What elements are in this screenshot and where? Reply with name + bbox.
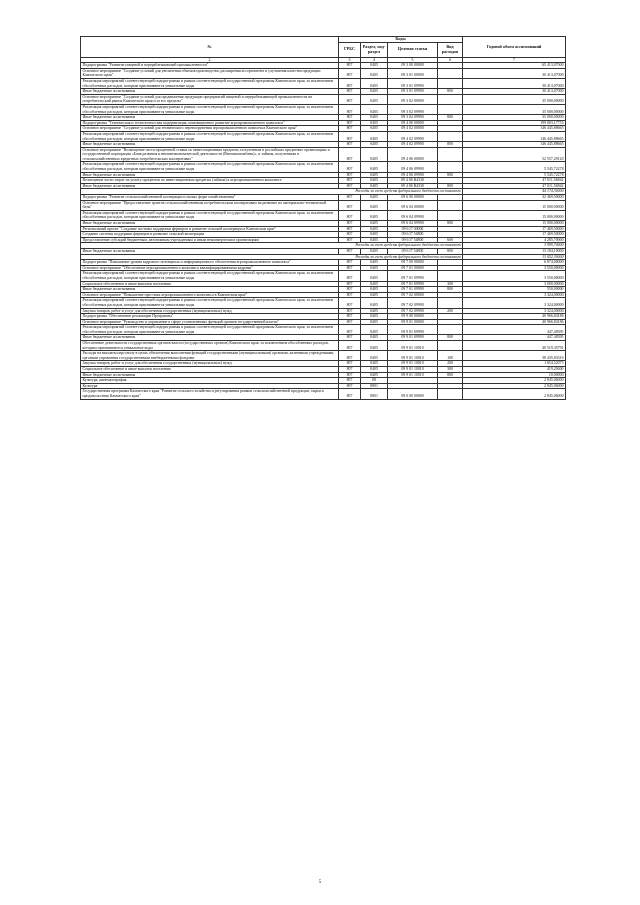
row-grbs: 807 xyxy=(339,248,361,254)
row-name: Иные бюджетные ассигнования xyxy=(81,183,339,189)
row-section: 0405 xyxy=(361,260,388,266)
row-name: Культура, кинематография xyxy=(81,378,339,384)
row-name: Государственная программа Камчатского края "Развитие сельского хозяйства и регулирования рынков сельскохозяйственной продукции, сырья и продовольствия Камчатского края" xyxy=(81,389,339,399)
row-name: Закупка товаров, работ и услуг для обеспечения государственных (муниципальных) нужд xyxy=(81,361,339,367)
row-section: 0405 xyxy=(361,271,388,281)
row-section: 0405 xyxy=(361,68,388,78)
row-name: Реализация мероприятий соответствующей подпрограммы в рамках соответствующей государственной программы Камчатского края, за исключением обособленных расходов, которым присваиваются уникальные коды xyxy=(81,298,339,308)
row-name: Культура xyxy=(81,383,339,389)
row-section: 0405 xyxy=(361,183,388,189)
row-name: Основное мероприятие "Создание условий для продвижения продукции предприятий пищевой и перерабатывающей промышленности на потребительский рынок Камчатского края и за его пределы" xyxy=(81,94,339,104)
row-exptype: 800 xyxy=(438,372,463,378)
row-amount: 2 845,06000 xyxy=(463,378,566,384)
row-target: 09 6 04 09990 xyxy=(388,221,438,227)
colnum: 6 xyxy=(438,57,463,63)
row-target: 09 3 01 09990 xyxy=(388,89,438,95)
row-name: Иные бюджетные ассигнования xyxy=(81,89,339,95)
row-amount: 3 000,00000 xyxy=(463,281,566,287)
row-exptype xyxy=(438,68,463,78)
row-target: 09 9 01 10010 xyxy=(388,351,438,361)
header-codes: Коды xyxy=(339,37,463,43)
row-amount: 15 000,00000 xyxy=(463,200,566,210)
page-number: 5 xyxy=(318,880,322,885)
row-grbs: 807 xyxy=(339,308,361,314)
table-row xyxy=(81,341,566,351)
table-row xyxy=(81,104,566,114)
row-grbs: 807 xyxy=(339,210,361,220)
row-grbs: 807 xyxy=(339,94,361,104)
row-grbs: 807 xyxy=(339,115,361,121)
row-amount: 5 545,72278 xyxy=(463,162,566,172)
row-exptype xyxy=(438,271,463,281)
row-amount: 17 469,50000 xyxy=(463,226,566,232)
row-name: Социальное обеспечение и иные выплаты населению xyxy=(81,281,339,287)
row-amount: 65 413,07000 xyxy=(463,63,566,69)
row-amount: 47 011,56842 xyxy=(463,178,566,184)
row-target: 09 7 01 09990 xyxy=(388,281,438,287)
table-row xyxy=(81,78,566,88)
row-grbs: 807 xyxy=(339,341,361,351)
row-section: 0405 xyxy=(361,89,388,95)
row-target: 09 9 01 09990 xyxy=(388,335,438,341)
row-target: 09 7 01 09990 xyxy=(388,271,438,281)
row-section: 0405 xyxy=(361,265,388,271)
row-name: Основное мероприятие "Предоставление грантов сельскохозяйственным потребительским кооперативам на развитие их материально-технической базы" xyxy=(81,200,339,210)
row-exptype xyxy=(438,298,463,308)
row-exptype xyxy=(438,94,463,104)
row-amount: 2 845,06000 xyxy=(463,389,566,399)
row-grbs: 807 xyxy=(339,63,361,69)
header-grbs: ГРБС xyxy=(339,42,361,57)
row-amount: 3 324,00000 xyxy=(463,308,566,314)
row-grbs: 807 xyxy=(339,319,361,325)
row-target: 09 6 I7 54800 xyxy=(388,248,438,254)
colnum: 5 xyxy=(388,57,438,63)
row-target: 09 0 00 00000 xyxy=(388,389,438,399)
row-target: 09 6 04 09990 xyxy=(388,210,438,220)
row-section: 0405 xyxy=(361,120,388,126)
row-section: 0405 xyxy=(361,325,388,335)
row-grbs: 807 xyxy=(339,361,361,367)
row-target: 09 6 04 00000 xyxy=(388,200,438,210)
row-amount: 199 003,17753 xyxy=(463,120,566,126)
row-target: 09 7 01 09990 xyxy=(388,287,438,293)
row-name: Закупка товаров, работ и услуг для обеспечения государственных (муниципальных) нужд xyxy=(81,308,339,314)
row-section: 0405 xyxy=(361,226,388,232)
row-section: 0405 xyxy=(361,195,388,201)
row-grbs: 807 xyxy=(339,162,361,172)
table-row xyxy=(81,68,566,78)
row-section: 0405 xyxy=(361,237,388,243)
row-grbs: 807 xyxy=(339,142,361,148)
row-target: 09 4 02 09990 xyxy=(388,131,438,141)
row-section: 0405 xyxy=(361,341,388,351)
row-amount: 2 845,06000 xyxy=(463,383,566,389)
row-target: 09 9 01 10010 xyxy=(388,341,438,351)
row-section: 0405 xyxy=(361,142,388,148)
row-exptype: 800 xyxy=(438,335,463,341)
row-amount: 6 874,00000 xyxy=(463,260,566,266)
row-name: Подпрограмма "Техническая и технологическая модернизация, инновационное развитие агропромышленного комплекса" xyxy=(81,120,339,126)
table-row xyxy=(81,210,566,220)
row-name: Подпрограмма "Развитие пищевой и перерабатывающей промышленности" xyxy=(81,63,339,69)
header-section: Раздел, под-раздел xyxy=(361,42,388,57)
row-grbs: 807 xyxy=(339,351,361,361)
row-name: Подпрограмма "Развитие сельскохозяйственной кооперации и малых форм хозяйствования" xyxy=(81,195,339,201)
row-name: Подпрограмма "Обеспечение реализации Программы" xyxy=(81,314,339,320)
table-row xyxy=(81,200,566,210)
row-target: 09 7 01 00000 xyxy=(388,265,438,271)
row-grbs: 807 xyxy=(339,292,361,298)
row-amount: 3 324,00000 xyxy=(463,298,566,308)
row-section: 0405 xyxy=(361,287,388,293)
row-section: 0405 xyxy=(361,248,388,254)
row-name: Основное мероприятие "Создание условий для технического перевооружения агропромышленного комплекса Камчатского края" xyxy=(81,126,339,132)
budget-table xyxy=(80,36,566,400)
row-exptype: 800 xyxy=(438,287,463,293)
table-row xyxy=(81,131,566,141)
table-row xyxy=(81,325,566,335)
row-grbs: 807 xyxy=(339,172,361,178)
row-amount: 35 000,00000 xyxy=(463,94,566,104)
row-amount: 4 285,70000 xyxy=(463,237,566,243)
row-name: Расходы на выплаты персоналу в целях обеспечения выполнения функций государственными (муниципальными) органами, казенными учреждениями, органами управления государственными внебюджетными фондами xyxy=(81,351,339,361)
row-grbs: 807 xyxy=(339,226,361,232)
row-grbs: 807 xyxy=(339,68,361,78)
row-target: 09 3 00 00000 xyxy=(388,63,438,69)
row-target: 09 3 01 09990 xyxy=(388,78,438,88)
table-row xyxy=(81,271,566,281)
row-amount: 30 413,07000 xyxy=(463,68,566,78)
table-row xyxy=(81,298,566,308)
row-target: 09 9 01 10010 xyxy=(388,367,438,373)
row-name: Региональный проект "Создание системы поддержки фермеров и развитие сельской кооперации в Камчатском крае" xyxy=(81,226,339,232)
row-grbs: 807 xyxy=(339,126,361,132)
row-grbs: 807 xyxy=(339,367,361,373)
row-exptype: 800 xyxy=(438,221,463,227)
row-amount: 30 413,07000 xyxy=(463,78,566,88)
row-section: 0405 xyxy=(361,221,388,227)
row-exptype: 800 xyxy=(438,115,463,121)
row-section: 0405 xyxy=(361,178,388,184)
row-section: 0405 xyxy=(361,308,388,314)
header-num: № xyxy=(81,37,339,58)
row-amount: 13 184,10000 xyxy=(463,248,566,254)
row-name: Иные бюджетные ассигнования xyxy=(81,172,339,178)
table-header-row xyxy=(81,37,566,43)
row-target: 09 4 00 00000 xyxy=(388,120,438,126)
row-target: 09 6 00 00000 xyxy=(388,195,438,201)
row-amount: 15 000,00000 xyxy=(463,221,566,227)
row-grbs: 807 xyxy=(339,195,361,201)
row-grbs: 807 xyxy=(339,335,361,341)
row-amount: 17 469,50000 xyxy=(463,232,566,238)
row-amount: 1 654,52075 xyxy=(463,361,566,367)
colnum: 4 xyxy=(361,57,388,63)
row-target: 09 4 02 09990 xyxy=(388,142,438,148)
row-grbs: 807 xyxy=(339,147,361,162)
row-amount: 447,48395 xyxy=(463,325,566,335)
table-body xyxy=(81,63,566,399)
row-grbs: 807 xyxy=(339,383,361,389)
footnote-amount: 3 999,70000 xyxy=(463,243,566,249)
row-section: 0801 xyxy=(361,383,388,389)
row-exptype xyxy=(438,104,463,114)
row-amount: 5 545,72278 xyxy=(463,172,566,178)
row-target: 09 3 02 09990 xyxy=(388,104,438,114)
row-target: 09 9 01 10010 xyxy=(388,361,438,367)
row-exptype xyxy=(438,131,463,141)
row-section: 0405 xyxy=(361,367,388,373)
row-name: Основное мероприятие "Создание условий для увеличения объемов производства, расширения ассортимента и улучшения качества продукции Камчатского края" xyxy=(81,68,339,78)
row-target: 09 4 06 09990 xyxy=(388,172,438,178)
row-grbs: 807 xyxy=(339,372,361,378)
row-name: Социальное обеспечение и иные выплаты населению xyxy=(81,367,339,373)
row-section: 0405 xyxy=(361,298,388,308)
row-name: Реализация мероприятий соответствующей подпрограммы в рамках соответствующей государственной программы Камчатского края, за исключением обособленных расходов, которым присваиваются уникальные коды xyxy=(81,210,339,220)
row-section: 0405 xyxy=(361,372,388,378)
row-exptype: 600 xyxy=(438,237,463,243)
row-name: Иные бюджетные ассигнования xyxy=(81,115,339,121)
footnote-amount: 44 174,30000 xyxy=(463,189,566,195)
row-amount: 146 445,88665 xyxy=(463,142,566,148)
row-section: 0405 xyxy=(361,147,388,162)
row-grbs: 807 xyxy=(339,260,361,266)
row-amount: 30 413,07000 xyxy=(463,89,566,95)
row-exptype: 800 xyxy=(438,248,463,254)
row-amount: 3 550,00000 xyxy=(463,271,566,281)
row-name: Основное мероприятие "Возмещение части процентной ставки по инвестиционным кредитам, полученным в российских кредитных организациях и государственной корпорации «Банк развития и внешнеэкономической деятельности (Внешэкономбанк)», и займам, полученным в сельскохозяйственных кредитных потребительских кооперативах" xyxy=(81,147,339,162)
row-section: 0405 xyxy=(361,162,388,172)
row-exptype: 800 xyxy=(438,89,463,95)
row-name: Обеспечение деятельности государственных органов власти (государственных органов) Камчатского края, за исключением обособленных расходов, которым присваиваются уникальные коды xyxy=(81,341,339,351)
row-grbs: 807 xyxy=(339,221,361,227)
row-section: 0405 xyxy=(361,131,388,141)
row-grbs: 807 xyxy=(339,232,361,238)
row-section: 0405 xyxy=(361,232,388,238)
row-grbs: 807 xyxy=(339,287,361,293)
row-name: Реализация мероприятий соответствующей подпрограммы в рамках соответствующей государственной программы Камчатского края, за исключением обособленных расходов, которым присваиваются уникальные коды xyxy=(81,104,339,114)
row-grbs: 807 xyxy=(339,78,361,88)
row-exptype xyxy=(438,147,463,162)
row-target: 09 6 I7 54800 xyxy=(388,232,438,238)
row-section: 0405 xyxy=(361,126,388,132)
row-name: Иные бюджетные ассигнования xyxy=(81,287,339,293)
row-grbs: 807 xyxy=(339,104,361,114)
row-grbs: 807 xyxy=(339,200,361,210)
row-target: 09 9 01 10010 xyxy=(388,372,438,378)
row-name: Подпрограмма "Повышение уровня кадрового потенциала и информационного обеспечения агропромышленного комплекса" xyxy=(81,260,339,266)
row-grbs: 807 xyxy=(339,389,361,399)
row-exptype: 300 xyxy=(438,281,463,287)
row-section: 0405 xyxy=(361,351,388,361)
row-name: Основное мероприятие "Повышение престижа агропромышленного комплекса в Камчатском крае" xyxy=(81,292,339,298)
row-amount: 40 519,35791 xyxy=(463,341,566,351)
row-exptype: 200 xyxy=(438,361,463,367)
row-exptype: 800 xyxy=(438,142,463,148)
row-exptype xyxy=(438,162,463,172)
row-name: Реализация мероприятий соответствующей подпрограммы в рамках соответствующей государственной программы Камчатского края, за исключением обособленных расходов, которым присваиваются уникальные коды xyxy=(81,78,339,88)
row-exptype xyxy=(438,210,463,220)
row-name: Иные бюджетные ассигнования xyxy=(81,221,339,227)
row-amount: 47 011,56842 xyxy=(463,183,566,189)
row-exptype: 200 xyxy=(438,308,463,314)
colnum: 2 xyxy=(81,57,339,63)
row-section: 0405 xyxy=(361,281,388,287)
row-grbs: 807 xyxy=(339,325,361,335)
row-target: 09 9 01 09990 xyxy=(388,325,438,335)
row-grbs: 807 xyxy=(339,298,361,308)
row-grbs: 807 xyxy=(339,281,361,287)
row-exptype xyxy=(438,200,463,210)
row-grbs: 807 xyxy=(339,271,361,281)
row-target: 09 7 02 00000 xyxy=(388,292,438,298)
row-target: 09 3 02 09990 xyxy=(388,115,438,121)
row-target: 09 4 02 00000 xyxy=(388,126,438,132)
row-grbs: 807 xyxy=(339,120,361,126)
row-grbs: 807 xyxy=(339,314,361,320)
row-amount: 550,00000 xyxy=(463,287,566,293)
row-grbs: 807 xyxy=(339,378,361,384)
footnote-text: Расходы за счет средств федерального бюджета составляют xyxy=(81,189,463,195)
row-target: 09 3 02 00000 xyxy=(388,94,438,104)
row-section: 0405 xyxy=(361,319,388,325)
row-target: 09 4 06 00000 xyxy=(388,147,438,162)
row-section: 0405 xyxy=(361,172,388,178)
row-section: 0405 xyxy=(361,200,388,210)
row-target: 09 6 I7 00000 xyxy=(388,226,438,232)
row-name: Иные бюджетные ассигнования xyxy=(81,335,339,341)
row-name: Реализация мероприятий соответствующей подпрограммы в рамках соответствующей государственной программы Камчатского края, за исключением обособленных расходов, которым присваиваются уникальные коды xyxy=(81,162,339,172)
row-section: 0405 xyxy=(361,292,388,298)
table-row xyxy=(81,351,566,361)
row-section: 0801 xyxy=(361,389,388,399)
colnum: 7 xyxy=(463,57,566,63)
row-section: 0405 xyxy=(361,94,388,104)
row-exptype xyxy=(438,78,463,88)
table-row xyxy=(81,389,566,399)
row-name: Предоставление субсидий бюджетным, автономным учреждениям и иным некоммерческим организациям xyxy=(81,237,339,243)
row-name: Основное мероприятие "Обеспечение агропромышленного комплекса квалифицированными кадрами" xyxy=(81,265,339,271)
row-amount: 10,00000 xyxy=(463,372,566,378)
row-exptype xyxy=(438,325,463,335)
row-amount: 447,48395 xyxy=(463,335,566,341)
row-grbs: 807 xyxy=(339,131,361,141)
row-amount: 40 966,84186 xyxy=(463,319,566,325)
row-name: Возмещение части затрат на уплату процентов по инвестиционным кредитам (займам) в агропромышленном комплексе xyxy=(81,178,339,184)
row-section: 0405 xyxy=(361,78,388,88)
row-exptype xyxy=(438,389,463,399)
footnote-amount: 13 052,30000 xyxy=(463,254,566,260)
row-exptype: 100 xyxy=(438,351,463,361)
row-exptype: 800 xyxy=(438,183,463,189)
row-target: 09 7 02 09990 xyxy=(388,298,438,308)
row-target: 09 9 00 00000 xyxy=(388,314,438,320)
row-target: 09 4 06 R4330 xyxy=(388,178,438,184)
row-amount: 32 469,50000 xyxy=(463,195,566,201)
row-grbs: 807 xyxy=(339,183,361,189)
row-grbs: 807 xyxy=(339,237,361,243)
header-exptype: Вид расходов xyxy=(438,42,463,57)
row-name: Реализация мероприятий соответствующей подпрограммы в рамках соответствующей государственной программы Камчатского края, за исключением обособленных расходов, которым присваиваются уникальные коды xyxy=(81,271,339,281)
row-amount: 15 000,00000 xyxy=(463,210,566,220)
row-section: 0405 xyxy=(361,210,388,220)
row-grbs: 807 xyxy=(339,89,361,95)
row-name: Иные бюджетные ассигнования xyxy=(81,372,339,378)
row-name: Иные бюджетные ассигнования xyxy=(81,142,339,148)
row-name: Реализация мероприятий соответствующей подпрограммы в рамках соответствующей государственной программы Камчатского края, за исключением обособленных расходов, которым присваиваются уникальные коды xyxy=(81,131,339,141)
row-section: 0405 xyxy=(361,361,388,367)
row-target: 09 6 I7 54800 xyxy=(388,237,438,243)
row-exptype: 300 xyxy=(438,367,463,373)
row-amount: 3 550,00000 xyxy=(463,265,566,271)
row-amount: 419,29400 xyxy=(463,367,566,373)
row-name: Иные бюджетные ассигнования xyxy=(81,248,339,254)
row-amount: 146 445,88665 xyxy=(463,126,566,132)
row-target: 09 4 06 R4330 xyxy=(388,183,438,189)
row-target: 09 9 01 00000 xyxy=(388,319,438,325)
row-section: 0405 xyxy=(361,115,388,121)
row-amount: 35 000,00000 xyxy=(463,104,566,114)
row-amount: 3 324,00000 xyxy=(463,292,566,298)
row-amount: 38 435,83316 xyxy=(463,351,566,361)
table-row xyxy=(81,162,566,172)
row-name: Создание системы поддержки фермеров и развитие сельской кооперации xyxy=(81,232,339,238)
row-target: 09 3 01 00000 xyxy=(388,68,438,78)
row-section: 08 xyxy=(361,378,388,384)
footnote-text: Расходы за счет средств федерального бюджета составляют xyxy=(81,254,463,260)
row-section: 0405 xyxy=(361,63,388,69)
row-target: 09 4 06 09990 xyxy=(388,162,438,172)
colnum: 3 xyxy=(339,57,361,63)
row-amount: 35 000,00000 xyxy=(463,115,566,121)
row-amount: 146 445,88665 xyxy=(463,131,566,141)
row-amount: 52 557,29120 xyxy=(463,147,566,162)
row-grbs: 807 xyxy=(339,178,361,184)
row-name: Реализация мероприятий соответствующей подпрограммы в рамках соответствующей государственной программы Камчатского края, за исключением обособленных расходов, которым присваиваются уникальные коды xyxy=(81,325,339,335)
row-section: 0405 xyxy=(361,335,388,341)
row-grbs: 807 xyxy=(339,265,361,271)
header-amount: Годовой объем ассигнований xyxy=(463,37,566,58)
row-section: 0405 xyxy=(361,104,388,114)
row-target: 09 7 00 00000 xyxy=(388,260,438,266)
row-exptype xyxy=(438,341,463,351)
row-name: Основное мероприятие "Руководство и управление в сфере установленных функций органов государственной власти" xyxy=(81,319,339,325)
table-row xyxy=(81,94,566,104)
footnote-text: Расходы за счет средств федерального бюджета составляют xyxy=(81,243,463,249)
header-target: Целевая статья xyxy=(388,42,438,57)
row-exptype: 800 xyxy=(438,172,463,178)
table-row xyxy=(81,147,566,162)
row-section: 0405 xyxy=(361,314,388,320)
row-target: 09 7 02 09990 xyxy=(388,308,438,314)
budget-document xyxy=(80,36,565,400)
row-amount: 40 966,84186 xyxy=(463,314,566,320)
